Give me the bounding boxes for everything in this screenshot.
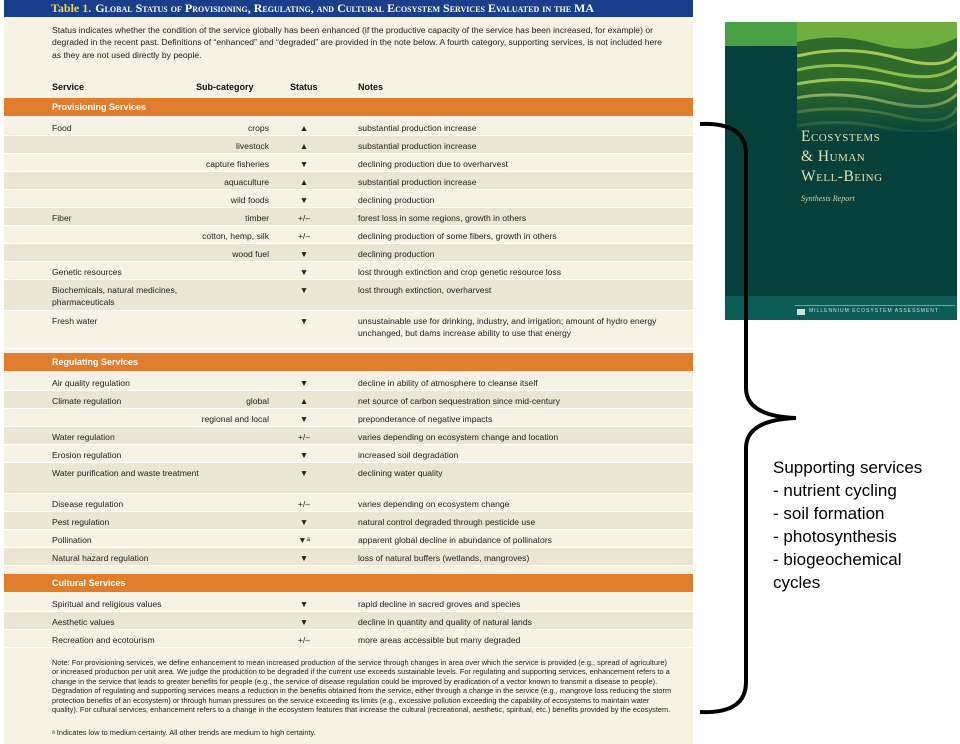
service-cell: Climate regulation [52, 396, 122, 406]
notes-cell: declining production [358, 249, 435, 259]
status-cell [284, 158, 324, 170]
status-cell [284, 266, 324, 278]
status-indicator: ▼ [299, 267, 309, 277]
service-cell: Pollination [52, 535, 92, 545]
notes-cell: unsustainable use for drinking, industry, and irrigation; amount of hydro energy unchanged, but dams increase ability to use that energy [358, 316, 657, 338]
section-title: Regulating Services [52, 357, 139, 367]
col-head-service: Service [52, 82, 85, 92]
table-row [4, 244, 693, 262]
service-cell: Natural hazard regulation [52, 553, 149, 563]
table-row [4, 172, 693, 190]
table-row [4, 118, 693, 136]
annotation-line: - soil formation [773, 504, 885, 523]
service-cell: Genetic resources [52, 267, 122, 277]
status-superscript: a [306, 537, 310, 543]
status-indicator: ▼ [299, 249, 309, 259]
cover-title-line: Well-Being [801, 168, 883, 185]
notes-cell: natural control degraded through pesticide use [358, 517, 536, 527]
col-head-status: Status [290, 82, 318, 92]
subcategory-cell: capture fisheries [205, 159, 269, 169]
table-row [4, 630, 693, 648]
table-footnote: ᵃ Indicates low to medium certainty. All other trends are medium to high certainty. [52, 728, 316, 737]
service-cell: Erosion regulation [52, 450, 122, 460]
status-cell [284, 315, 324, 327]
table-row [4, 548, 693, 566]
subcategory-cell: cotton, hemp, silk [202, 231, 269, 241]
table-row [4, 494, 693, 512]
status-cell [284, 431, 324, 443]
section-title: Provisioning Services [52, 102, 147, 112]
table-title: Global Status of Provisioning, Regulating, and Cultural Ecosystem Services Evaluated in the MA [95, 1, 595, 15]
status-indicator: +/– [297, 231, 311, 241]
annotation-line: - nutrient cycling [773, 481, 897, 500]
status-indicator: ▲ [299, 123, 309, 133]
status-cell [284, 395, 324, 407]
status-cell [284, 140, 324, 152]
table-row [4, 612, 693, 630]
section-header [4, 574, 693, 592]
notes-cell: forest loss in some regions, growth in others [358, 213, 527, 223]
service-cell: Aesthetic values [52, 617, 115, 627]
notes-cell: increased soil degradation [358, 450, 459, 460]
service-cell: Fiber [52, 213, 72, 223]
service-cell: Water regulation [52, 432, 115, 442]
notes-cell: declining production of some fibers, growth in others [358, 231, 557, 241]
curly-brace-icon [700, 118, 800, 718]
col-head-subcategory: Sub-category [196, 82, 254, 92]
cover-title [801, 127, 951, 187]
cover-rice-terraces-image [797, 22, 957, 132]
cover-divider [795, 305, 955, 306]
status-cell [284, 248, 324, 260]
status-indicator: ▼ [299, 195, 309, 205]
notes-cell: more areas accessible but many degraded [358, 635, 521, 645]
notes-cell: lost through extinction, overharvest [358, 285, 492, 295]
subcategory-cell: livestock [236, 141, 269, 151]
table-row [4, 409, 693, 427]
table-title-bar [4, 0, 693, 17]
notes-cell: declining water quality [358, 468, 443, 478]
service-cell: Disease regulation [52, 499, 124, 509]
status-indicator: ▼ [299, 553, 309, 563]
table-row [4, 262, 693, 280]
notes-cell: preponderance of negative impacts [358, 414, 493, 424]
status-indicator: ▼ [299, 450, 309, 460]
subcategory-cell: aquaculture [224, 177, 269, 187]
notes-cell: substantial production increase [358, 123, 477, 133]
notes-cell: declining production due to overharvest [358, 159, 509, 169]
status-cell [284, 598, 324, 610]
status-indicator: ▼ [299, 468, 309, 478]
table-row [4, 136, 693, 154]
table-row [4, 530, 693, 548]
cover-title-line: & Human [801, 148, 866, 165]
notes-cell: loss of natural buffers (wetlands, mangroves) [358, 553, 530, 563]
table-row [4, 311, 693, 349]
service-cell: Biochemicals, natural medicines, pharmaceuticals [52, 285, 178, 307]
service-cell: Air quality regulation [52, 378, 130, 388]
col-head-notes: Notes [358, 82, 384, 92]
subcategory-cell: global [246, 396, 269, 406]
notes-cell: substantial production increase [358, 141, 477, 151]
subcategory-cell: crops [247, 123, 269, 133]
status-indicator: ▼ [298, 535, 307, 545]
table-row [4, 154, 693, 172]
service-cell: Fresh water [52, 316, 98, 326]
table-panel [4, 0, 693, 744]
service-cell: Food [52, 123, 72, 133]
supporting-services-annotation [773, 456, 958, 594]
table-row [4, 280, 693, 311]
table-row [4, 594, 693, 612]
table-row [4, 445, 693, 463]
service-cell: Water purification and waste treatment [52, 468, 199, 478]
notes-cell: varies depending on ecosystem change and location [358, 432, 559, 442]
status-indicator: ▼ [299, 378, 309, 388]
notes-cell: rapid decline in sacred groves and species [358, 599, 521, 609]
notes-cell: net source of carbon sequestration since mid-century [358, 396, 561, 406]
section-header [4, 98, 693, 116]
service-cell: Spiritual and religious values [52, 599, 162, 609]
status-indicator: ▼ [299, 517, 309, 527]
annotation-line: Supporting services [773, 458, 923, 477]
status-cell [284, 467, 324, 479]
subcategory-cell: regional and local [201, 414, 269, 424]
status-indicator: ▲ [299, 396, 309, 406]
notes-cell: decline in ability of atmosphere to cleanse itself [358, 378, 538, 388]
subcategory-cell: wild foods [230, 195, 269, 205]
table-row [4, 226, 693, 244]
status-indicator: ▲ [299, 141, 309, 151]
table-row [4, 208, 693, 226]
status-indicator: ▼ [299, 414, 309, 424]
subcategory-cell: timber [245, 213, 269, 223]
notes-cell: lost through extinction and crop genetic resource loss [358, 267, 562, 277]
cover-title-line: Ecosystems [801, 128, 881, 145]
notes-cell: apparent global decline in abundance of pollinators [358, 535, 552, 545]
notes-cell: varies depending on ecosystem change [358, 499, 510, 509]
annotation-line: cycles [773, 573, 821, 592]
service-cell: Recreation and ecotourism [52, 635, 155, 645]
section-title: Cultural Services [52, 578, 126, 588]
status-cell [284, 616, 324, 628]
table-row [4, 190, 693, 208]
status-indicator: +/– [297, 499, 311, 509]
status-cell [284, 498, 324, 510]
status-cell [284, 212, 324, 224]
table-intro: Status indicates whether the condition of the service globally has been enhanced (if the productive capacity of the service has been increased, for example) or degraded in the recent past. Definitions of “enhanced” and “degraded” are provided in the note below. A fourth category, supporting services, is not included here as they are not used directly by people. [52, 25, 662, 60]
annotation-line: - biogeochemical [773, 550, 902, 569]
status-cell [284, 284, 324, 296]
status-cell [284, 230, 324, 242]
status-cell [284, 377, 324, 389]
column-headers [4, 80, 693, 96]
status-indicator: ▼ [299, 617, 309, 627]
status-cell [284, 634, 324, 646]
table-label: Table 1. [51, 1, 92, 15]
status-indicator: +/– [297, 432, 311, 442]
notes-cell: decline in quantity and quality of natural lands [358, 617, 532, 627]
notes-cell: declining production [358, 195, 435, 205]
status-cell [284, 122, 324, 134]
cover-organization: MILLENNIUM ECOSYSTEM ASSESSMENT [809, 308, 939, 314]
status-indicator: +/– [297, 213, 311, 223]
status-cell [284, 534, 324, 546]
status-cell [284, 413, 324, 425]
status-indicator: ▼ [299, 285, 309, 295]
table-row [4, 512, 693, 530]
status-indicator: ▼ [299, 159, 309, 169]
status-indicator: ▲ [299, 177, 309, 187]
status-cell [284, 176, 324, 188]
status-cell [284, 552, 324, 564]
table-note: Note: For provisioning services, we define enhancement to mean increased production of the service through changes in area over which the service is provided (e.g., spread of agriculture) or increased production per unit area. We judge the production to be degraded if the current use exceeds sustainable levels. For regulating and supporting services, enhancement refers to a change in the service that leads to greater benefits for people (e.g., the service of disease regulation could be improved by eradication of a vector known to transmit a disease to people). Degradation of regulating and supporting services means a reduction in the benefits obtained from the service, either through a change in the service (e.g., mangrove loss reducing the storm protection benefits of an ecosystem) or through human pressures on the service exceeding its limits (e.g., excessive pollution exceeding the capability of ecosystems to maintain water quality). For cultural services, enhancement refers to a change in the ecosystem features that increase the cultural (recreational, aesthetic, spiritual, etc.) benefits provided by the ecosystem. [52, 658, 672, 715]
status-cell [284, 449, 324, 461]
status-indicator: ▼ [299, 316, 309, 326]
section-header [4, 353, 693, 371]
table-row [4, 427, 693, 445]
status-indicator: +/– [297, 635, 311, 645]
status-cell [284, 516, 324, 528]
table-row [4, 373, 693, 391]
table-row [4, 391, 693, 409]
status-cell [284, 194, 324, 206]
status-indicator: ▼ [299, 599, 309, 609]
cover-subtitle: Synthesis Report [801, 194, 855, 203]
service-cell: Pest regulation [52, 517, 110, 527]
table-row [4, 463, 693, 494]
subcategory-cell: wood fuel [232, 249, 269, 259]
notes-cell: substantial production increase [358, 177, 477, 187]
annotation-line: - photosynthesis [773, 527, 897, 546]
